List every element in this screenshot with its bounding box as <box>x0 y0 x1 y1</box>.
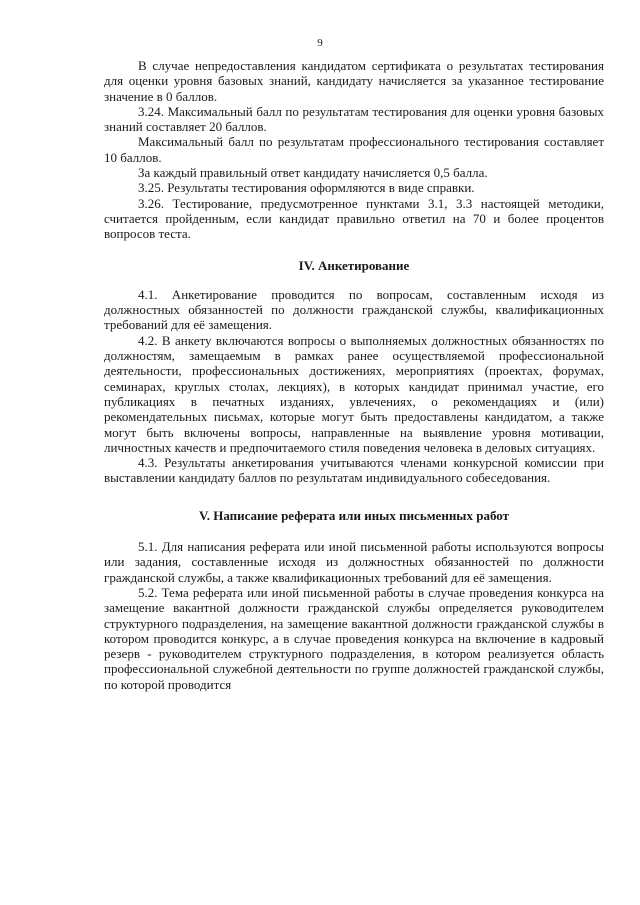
paragraph-5-1: 5.1. Для написания реферата или иной письменной работы используются вопросы или задания, составленные исходя из должностных обязанностей по должности гражданской службы, а также квалификационных требований для её замещения. <box>104 539 604 585</box>
paragraph-4-3: 4.3. Результаты анкетирования учитываются членами конкурсной комиссии при выставлении кандидату баллов по результатам индивидуального собеседования. <box>104 455 604 486</box>
page-body <box>104 58 604 692</box>
page-number: 9 <box>317 37 323 49</box>
section-iv-heading: IV. Анкетирование <box>298 257 410 273</box>
section-v-heading: V. Написание реферата или иных письменных работ <box>199 507 509 523</box>
paragraph-3-25: 3.25. Результаты тестирования оформляются в виде справки. <box>138 180 475 196</box>
paragraph-5-2: 5.2. Тема реферата или иной письменной работы в случае проведения конкурса на замещение вакантной должности гражданской службы определяется руководителем структурного подразделения, на замещение вакантной должности гражданской службы в котором проводится конкурс, а в случае проведения конкурса на включение в кадровый резерв - руководителем структурного подразделения, в котором реализуется область профессиональной служебной деятельности по группе должностей гражданской службы, по которой проводится <box>104 584 604 692</box>
paragraph-3-26: 3.26. Тестирование, предусмотренное пунктами 3.1, 3.3 настоящей методики, считается пройденным, если кандидат правильно ответил на 70 и более процентов вопросов теста. <box>104 195 604 242</box>
paragraph-4-2: 4.2. В анкету включаются вопросы о выполняемых должностных обязанностях по должностям, замещаемым в рамках ранее осуществляемой профессиональной деятельности, профессиональных достижениях, мероприятиях (проектах, форумах, семинарах, круглых столах, лекциях), в которых кандидат принимал участие, его публикациях в печатных изданиях, увлечениях, о рекомендациях и (или) рекомендательных письмах, которые могут быть предоставлены кандидатом, а также могут быть включены вопросы, направленные на выявление уровня мотивации, личностных качеств и предпочитаемого стиля поведения человека в деловых ситуациях. <box>104 332 604 455</box>
paragraph-points-per-answer: За каждый правильный ответ кандидату начисляется 0,5 балла. <box>138 165 488 181</box>
paragraph-no-certificate: В случае непредоставления кандидатом сертификата о результатах тестирования для оценки уровня базовых знаний, кандидату начисляется за указанное тестирование значение в 0 баллов. <box>104 58 604 104</box>
paragraph-3-24: 3.24. Максимальный балл по результатам тестирования для оценки уровня базовых знаний составляет 20 баллов. <box>104 103 604 135</box>
paragraph-4-1: 4.1. Анкетирование проводится по вопросам, составленным исходя из должностных обязанностей по должности гражданской службы, квалификационных требований для её замещения. <box>104 286 604 333</box>
paragraph-max-professional: Максимальный балл по результатам профессионального тестирования составляет 10 баллов. <box>104 134 604 165</box>
